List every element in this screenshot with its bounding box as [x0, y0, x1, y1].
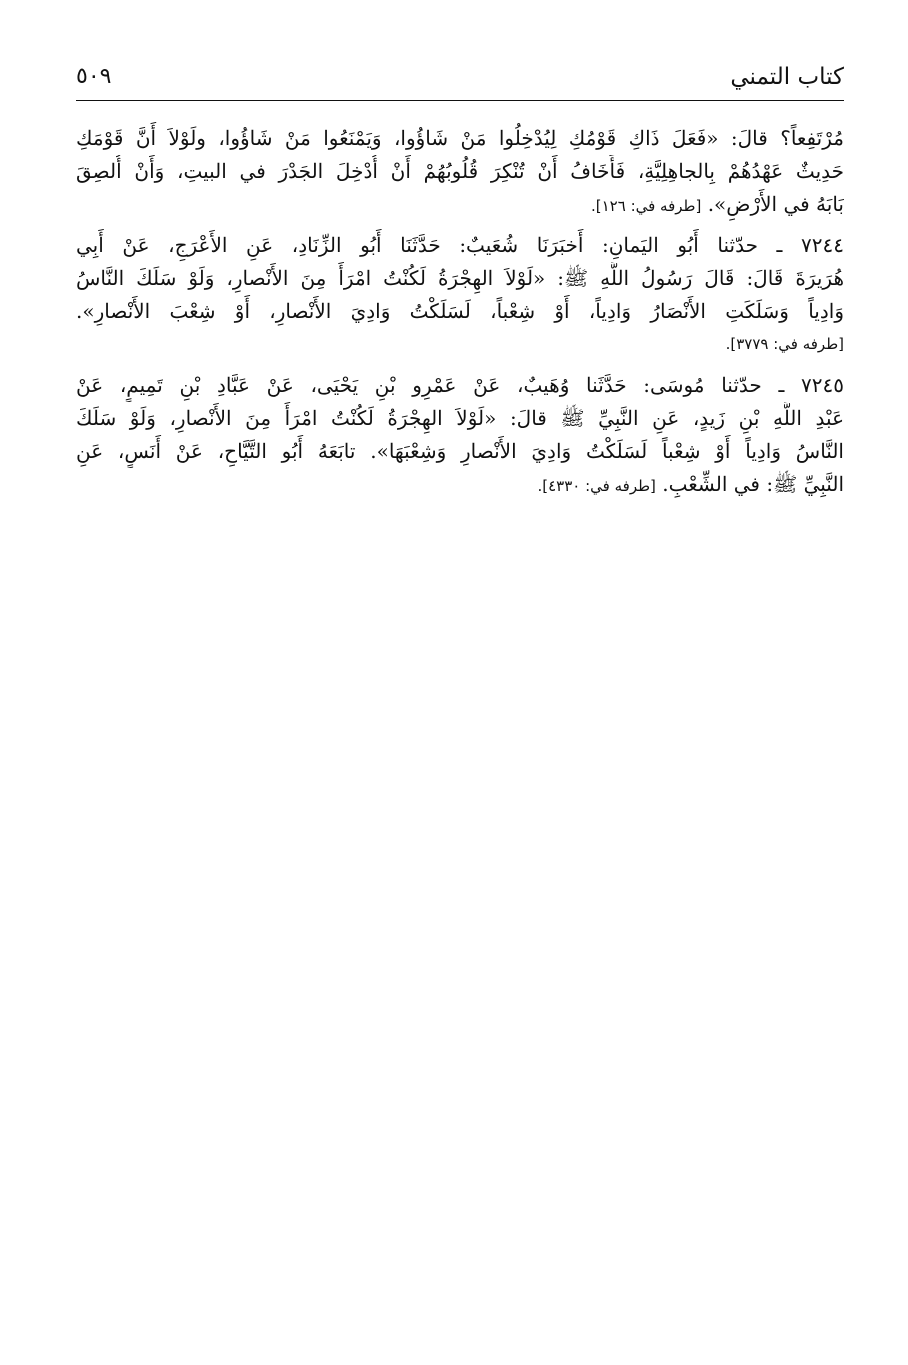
text-line: عَبْدِ اللَّهِ بْنِ زَيدٍ، عَنِ النَّبِيِّ ﷺ قالَ: «لَوْلاَ الهِجْرَةُ لَكُنْتُ امْرَأً مِنَ الأَنْصارِ، وَلَوْ سَلَكَ: [76, 406, 844, 430]
header-rule: [76, 100, 844, 101]
text-line: مُرْتَفِعاً؟ قالَ: «فَعَلَ ذَاكِ قَوْمُكِ لِيُدْخِلُوا مَنْ شَاؤُوا، وَيَمْنَعُوا مَنْ شَاؤُوا، ولَوْلاَ أَنَّ قَوْمَكِ: [76, 126, 844, 150]
hadith-7244: [76, 229, 844, 361]
text-line: ٧٢٤٤ ـ حدّثنا أَبُو اليَمانِ: أَخبَرَنَا شُعَيبٌ: حَدَّثَنَا أَبُو الزِّنَادِ، عَنِ الأَعْرَجِ، عَنْ أَبِي: [76, 233, 844, 257]
text-line: هُرَيرَةَ قَالَ: قَالَ رَسُولُ اللَّهِ ﷺ: «لَوْلاَ الهِجْرَةُ لَكُنْتُ امْرَأً مِنَ الأَنْصارِ، وَلَوْ سَلَكَ النَّاسُ: [76, 266, 844, 290]
cross-reference: [طرفه في: ١٢٦].: [591, 197, 702, 215]
text-line-content: النَّبِيِّ ﷺ: في الشِّعْبِ.: [662, 472, 844, 496]
running-header: [76, 58, 844, 98]
text-line: حَدِيثٌ عَهْدُهُمْ بِالجاهِلِيَّةِ، فَأَخَافُ أَنْ تُنْكِرَ قُلُوبُهُمْ أَنْ أُدْخِلَ الجَدْرَ في البيتِ، وَأَنْ أُلصِقَ: [76, 159, 844, 183]
cross-reference: [طرفه في: ٣٧٧٩].: [725, 335, 844, 353]
page-number: ٥٠٩: [76, 64, 112, 89]
cross-reference: [طرفه في: ٤٣٣٠].: [537, 477, 656, 495]
text-line: وَادِياً وَسَلَكَتِ الأَنْصَارُ وَادِياً، أَوْ شِعْباً، لَسَلَكْتُ وَادِيَ الأَنْصارِ، أَوْ شِعْبَ الأَنْصارِ».: [76, 299, 844, 323]
book-title: كتاب التمني: [730, 64, 844, 90]
text-line: [76, 468, 844, 501]
text-line: ٧٢٤٥ ـ حدّثنا مُوسَى: حَدَّثَنا وُهَيبٌ، عَنْ عَمْرِو بْنِ يَحْيَى، عَنْ عَبَّادِ بْنِ تَمِيمٍ، عَنْ: [76, 373, 844, 397]
text-line: النَّاسُ وَادِياً أَوْ شِعْباً لَسَلَكْتُ وَادِيَ الأَنْصارِ وَشِعْبَهَا». تابَعَهُ أَبُو التَّيَّاحِ، عَنْ أَنَسٍ، عَنِ: [76, 439, 844, 463]
text-line: [76, 188, 844, 221]
paragraph-continuation: [76, 122, 844, 221]
hadith-7245: [76, 369, 844, 501]
main-text: [76, 122, 844, 509]
text-line-content: بَابَهُ في الأَرْضِ».: [707, 192, 844, 216]
